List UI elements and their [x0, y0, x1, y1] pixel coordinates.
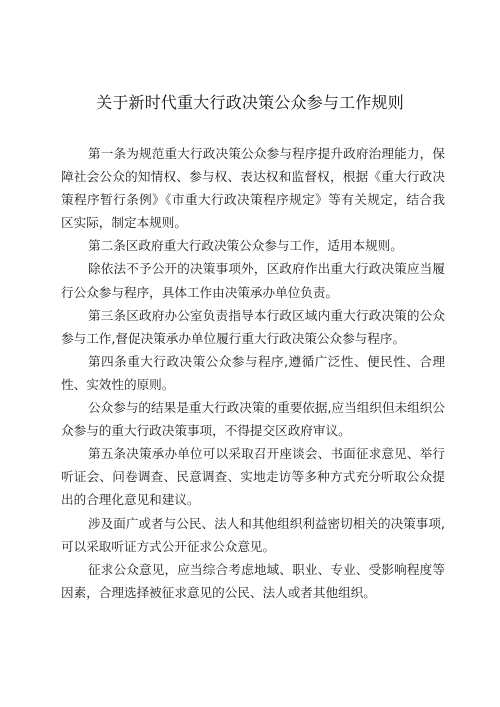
paragraph-article-5: 第五条决策承办单位可以采取召开座谈会、书面征求意见、举行听证会、问卷调查、民意调查、实地走访等多种方式充分听取公众提出的合理化意见和建议。 — [61, 446, 445, 508]
paragraph-article-2-clause: 除依法不予公开的决策事项外，区政府作出重大行政决策应当履行公众参与程序，具体工作由决策承办单位负责。 — [61, 261, 445, 300]
document-body — [61, 142, 445, 604]
paragraph-article-4-clause: 公众参与的结果是重大行政决策的重要依据,应当组织但未组织公众参与的重大行政决策事项，不得提交区政府审议。 — [61, 400, 445, 439]
paragraph-article-3: 第三条区政府办公室负责指导本行政区域内重大行政决策的公众参与工作,督促决策承办单位履行重大行政决策公众参与程序。 — [61, 307, 445, 346]
paragraph-article-2: 第二条区政府重大行政决策公众参与工作，适用本规则。 — [88, 238, 403, 254]
paragraph-article-5-clause-1: 涉及面广或者与公民、法人和其他组织利益密切相关的决策事项,可以采取听证方式公开征求公众意见。 — [61, 515, 445, 554]
paragraph-article-5-clause-2: 征求公众意见，应当综合考虑地域、职业、专业、受影响程度等因素，合理选择被征求意见的公民、法人或者其他组织。 — [61, 561, 445, 600]
paragraph-article-1: 第一条为规范重大行政决策公众参与程序提升政府治理能力，保障社会公众的知情权、参与权、表达权和监督权，根据《重大行政决策程序暂行条例》《市重大行政决策程序规定》等有关规定，结合我区实际，制定本规则。 — [61, 146, 445, 231]
document-title: 关于新时代重大行政决策公众参与工作规则 — [96, 93, 404, 112]
paragraph-article-4: 第四条重大行政决策公众参与程序,遵循广泛性、便民性、合理性、实效性的原则。 — [61, 353, 445, 392]
